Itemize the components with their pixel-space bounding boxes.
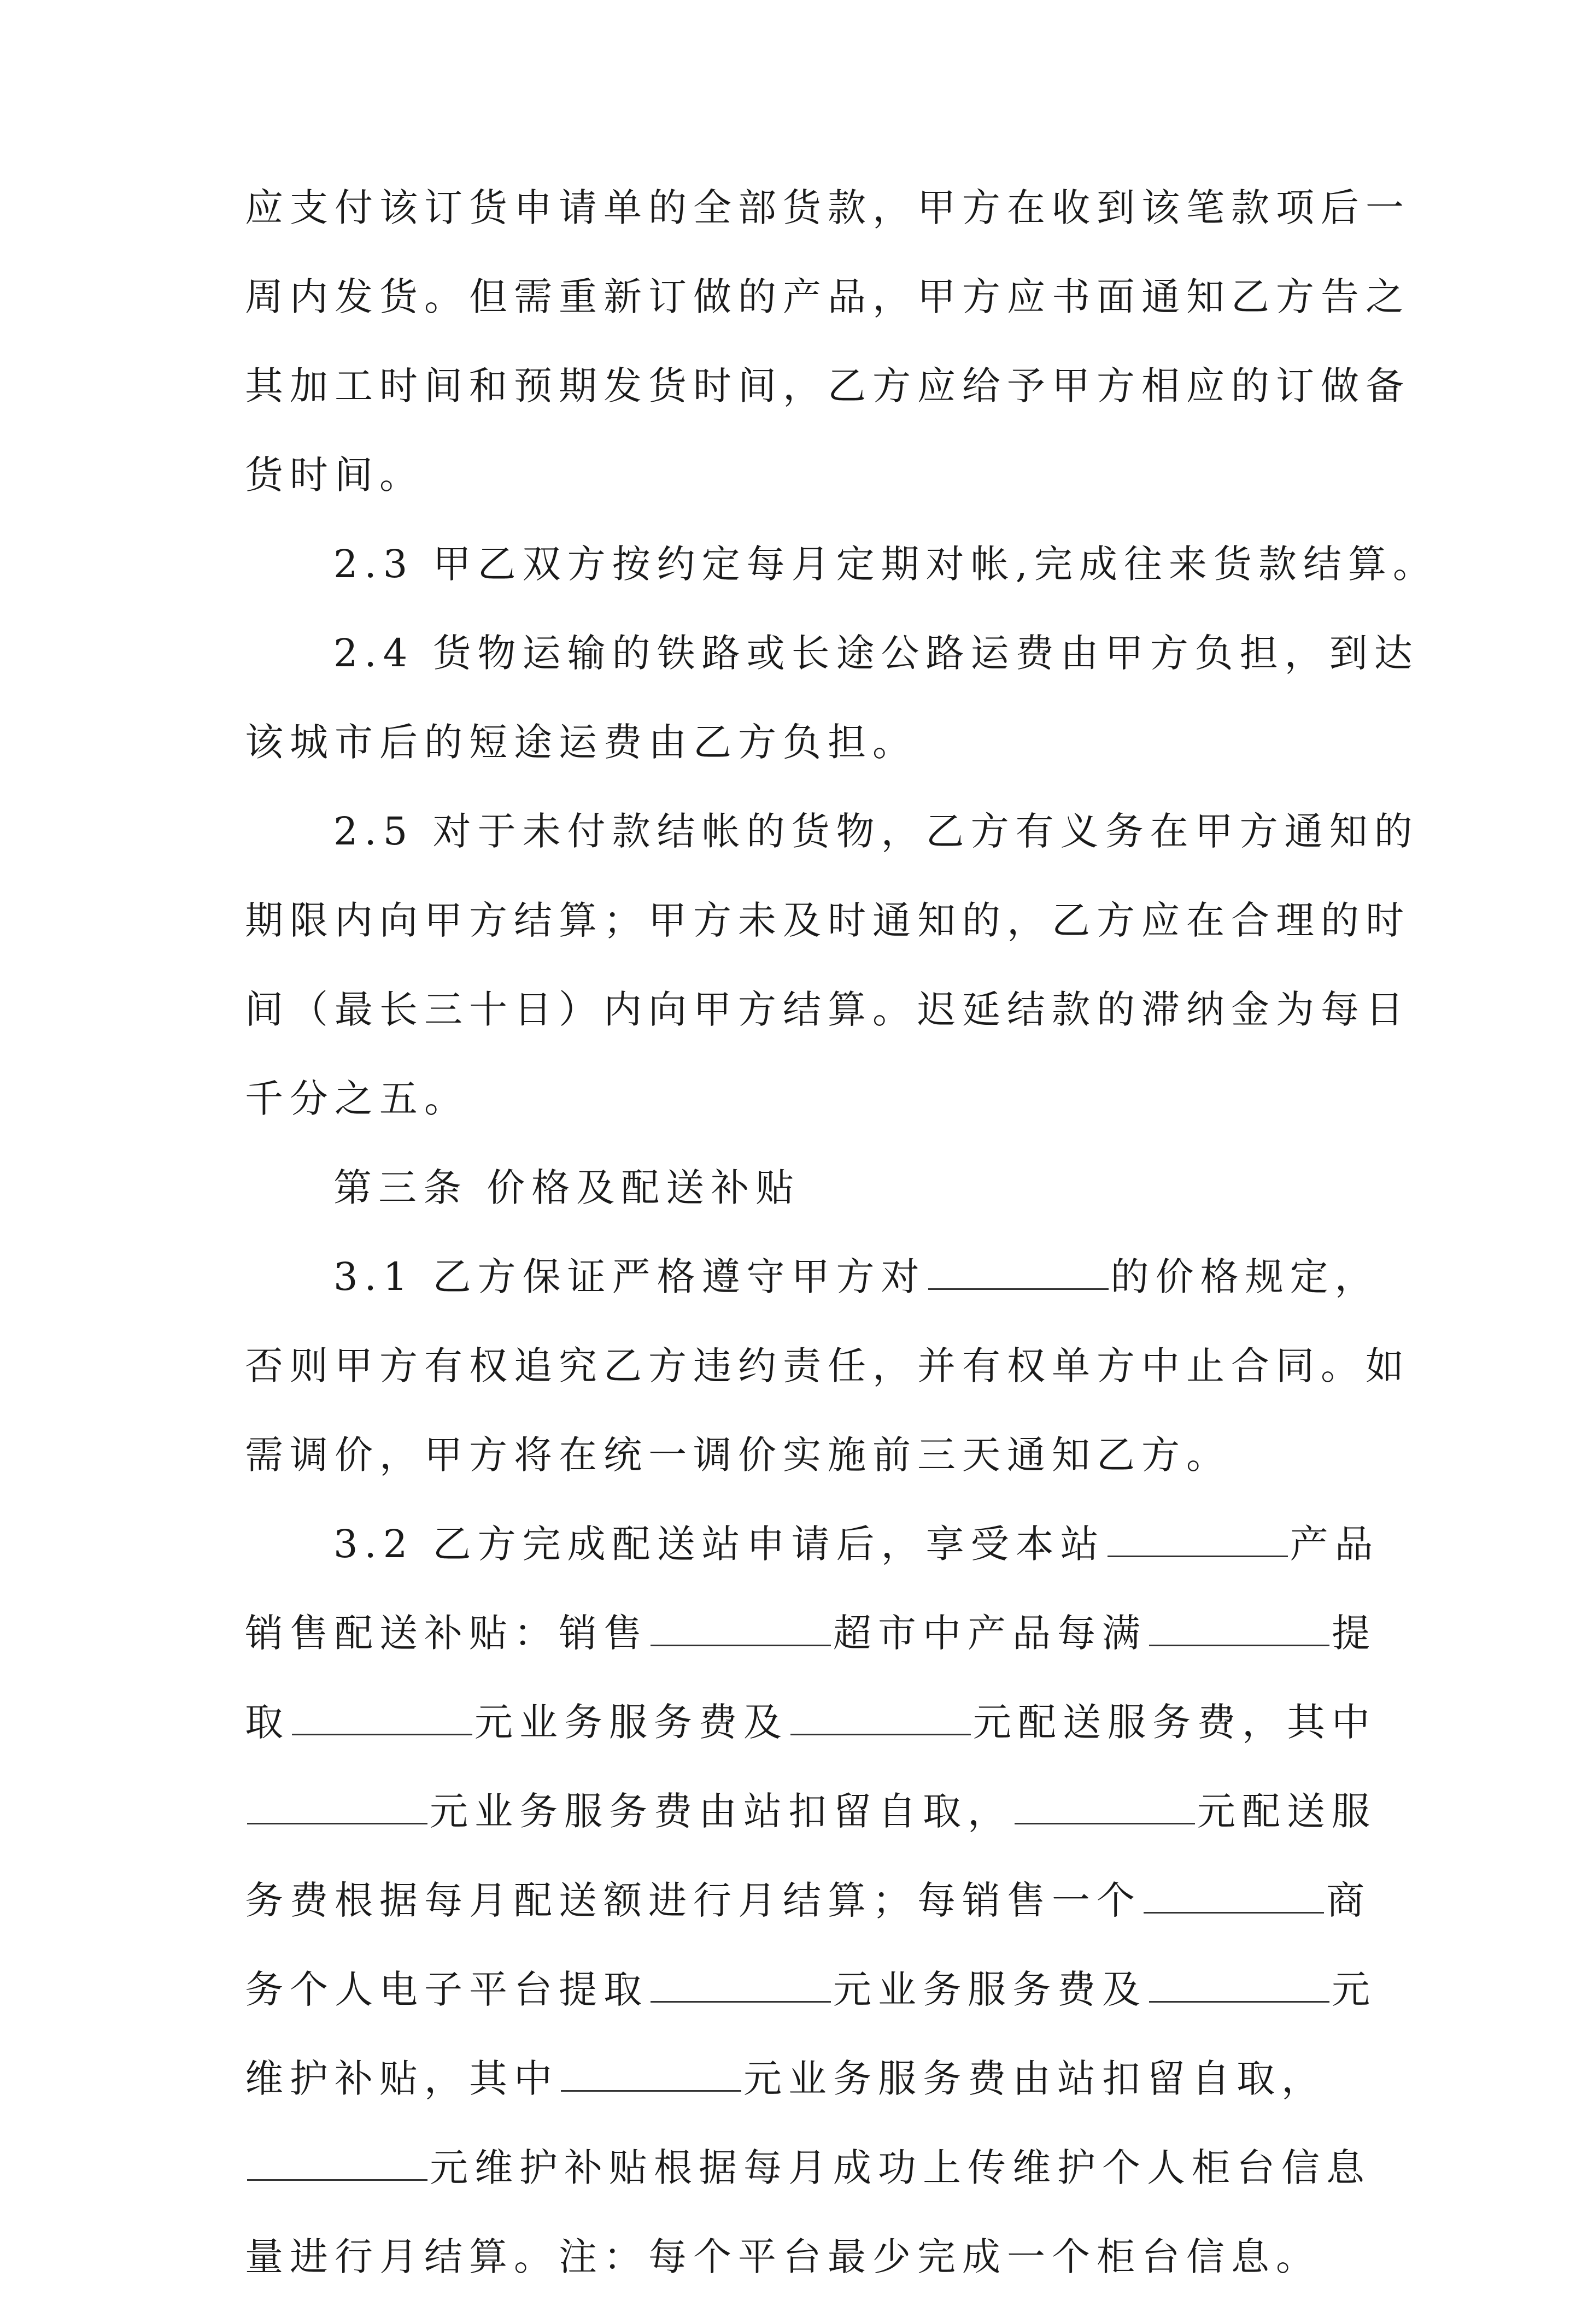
paragraph-line xyxy=(245,1611,1376,1656)
paragraph-line: 应支付该订货申请单的全部货款，甲方在收到该笔款项后一 xyxy=(245,185,1410,230)
fill-in-blank[interactable] xyxy=(651,1968,831,2003)
document-body xyxy=(245,185,1438,2324)
paragraph-line xyxy=(245,1967,1376,2012)
fill-in-blank[interactable] xyxy=(1144,1879,1324,1914)
fill-in-blank[interactable] xyxy=(651,1612,831,1646)
paragraph-line xyxy=(245,2145,1371,2190)
paragraph-line xyxy=(245,1789,1376,1834)
text-segment: 务费根据每月配送额进行月结算；每销售一个 xyxy=(245,1878,1141,1923)
fill-in-blank[interactable] xyxy=(561,2057,741,2092)
text-segment: 元维护补贴根据每月成功上传维护个人柜台信息 xyxy=(430,2145,1371,2190)
clause-2-5: 2.5 对于未付款结帐的货物，乙方有义务在甲方通知的 xyxy=(333,809,1419,854)
paragraph-line xyxy=(245,1878,1371,1923)
text-segment: 的价格规定， xyxy=(1110,1254,1380,1299)
fill-in-blank[interactable] xyxy=(790,1701,971,1735)
clause-3-1 xyxy=(245,1254,1380,1299)
paragraph-line: 其加工时间和预期发货时间，乙方应给予甲方相应的订做备 xyxy=(245,363,1410,408)
text-segment: 元业务服务费及 xyxy=(474,1700,788,1745)
paragraph-line: 需调价，甲方将在统一调价实施前三天通知乙方。 xyxy=(245,1433,1231,1477)
paragraph-line: 千分之五。 xyxy=(245,1076,469,1121)
paragraph-line: 该城市后的短途运费由乙方负担。 xyxy=(245,720,917,765)
fill-in-blank[interactable] xyxy=(247,2146,427,2181)
text-segment: 元业务服务费由站扣留自取， xyxy=(743,2056,1326,2101)
paragraph-line: 否则甲方有权追究乙方违约责任，并有权单方中止合同。如 xyxy=(245,1343,1410,1388)
fill-in-blank[interactable] xyxy=(1015,1790,1195,1824)
paragraph-line: 周内发货。但需重新订做的产品，甲方应书面通知乙方告之 xyxy=(245,274,1410,319)
text-segment: 元业务服务费由站扣留自取， xyxy=(430,1789,1012,1834)
text-segment: 元业务服务费及 xyxy=(833,1967,1147,2012)
paragraph-line xyxy=(245,2057,1349,2100)
text-segment: 3.2 乙方完成配送站申请后，享受本站 xyxy=(333,1522,1105,1566)
article-3-heading: 第三条 价格及配送补贴 xyxy=(333,1165,801,1210)
text-segment: 取 xyxy=(245,1700,290,1745)
text-segment: 销售配送补贴：销售 xyxy=(245,1611,648,1656)
text-segment: 维护补贴，其中 xyxy=(245,2056,559,2101)
text-segment: 商 xyxy=(1326,1878,1371,1923)
text-segment: 元配送服 xyxy=(1197,1789,1376,1834)
paragraph-line: 间（最长三十日）内向甲方结算。迟延结款的滞纳金为每日 xyxy=(245,987,1410,1032)
text-segment: 务个人电子平台提取 xyxy=(245,1967,648,2012)
text-segment: 元 xyxy=(1332,1967,1376,2012)
fill-in-blank[interactable] xyxy=(292,1701,472,1735)
text-segment: 产品 xyxy=(1290,1522,1380,1566)
fill-in-blank[interactable] xyxy=(1149,1612,1329,1646)
fill-in-blank[interactable] xyxy=(1149,1968,1329,2003)
text-segment: 超市中产品每满 xyxy=(833,1611,1147,1656)
paragraph-line: 期限内向甲方结算；甲方未及时通知的，乙方应在合理的时 xyxy=(245,898,1410,943)
clause-2-3: 2.3 甲乙双方按约定每月定期对帐,完成往来货款结算。 xyxy=(333,542,1438,586)
fill-in-blank[interactable] xyxy=(1108,1523,1288,1557)
text-segment: 元配送服务费，其中 xyxy=(973,1700,1376,1745)
fill-in-blank[interactable] xyxy=(928,1255,1109,1290)
clause-2-4: 2.4 货物运输的铁路或长途公路运费由甲方负担，到达 xyxy=(333,631,1419,676)
fill-in-blank[interactable] xyxy=(247,1790,427,1824)
paragraph-line: 量进行月结算。注：每个平台最少完成一个柜台信息。 xyxy=(245,2234,1321,2279)
paragraph-line xyxy=(245,1700,1376,1745)
text-segment: 提 xyxy=(1332,1611,1376,1656)
text-segment: 3.1 乙方保证严格遵守甲方对 xyxy=(333,1254,926,1299)
paragraph-line: 货时间。 xyxy=(245,453,424,497)
clause-3-2 xyxy=(245,1522,1380,1566)
